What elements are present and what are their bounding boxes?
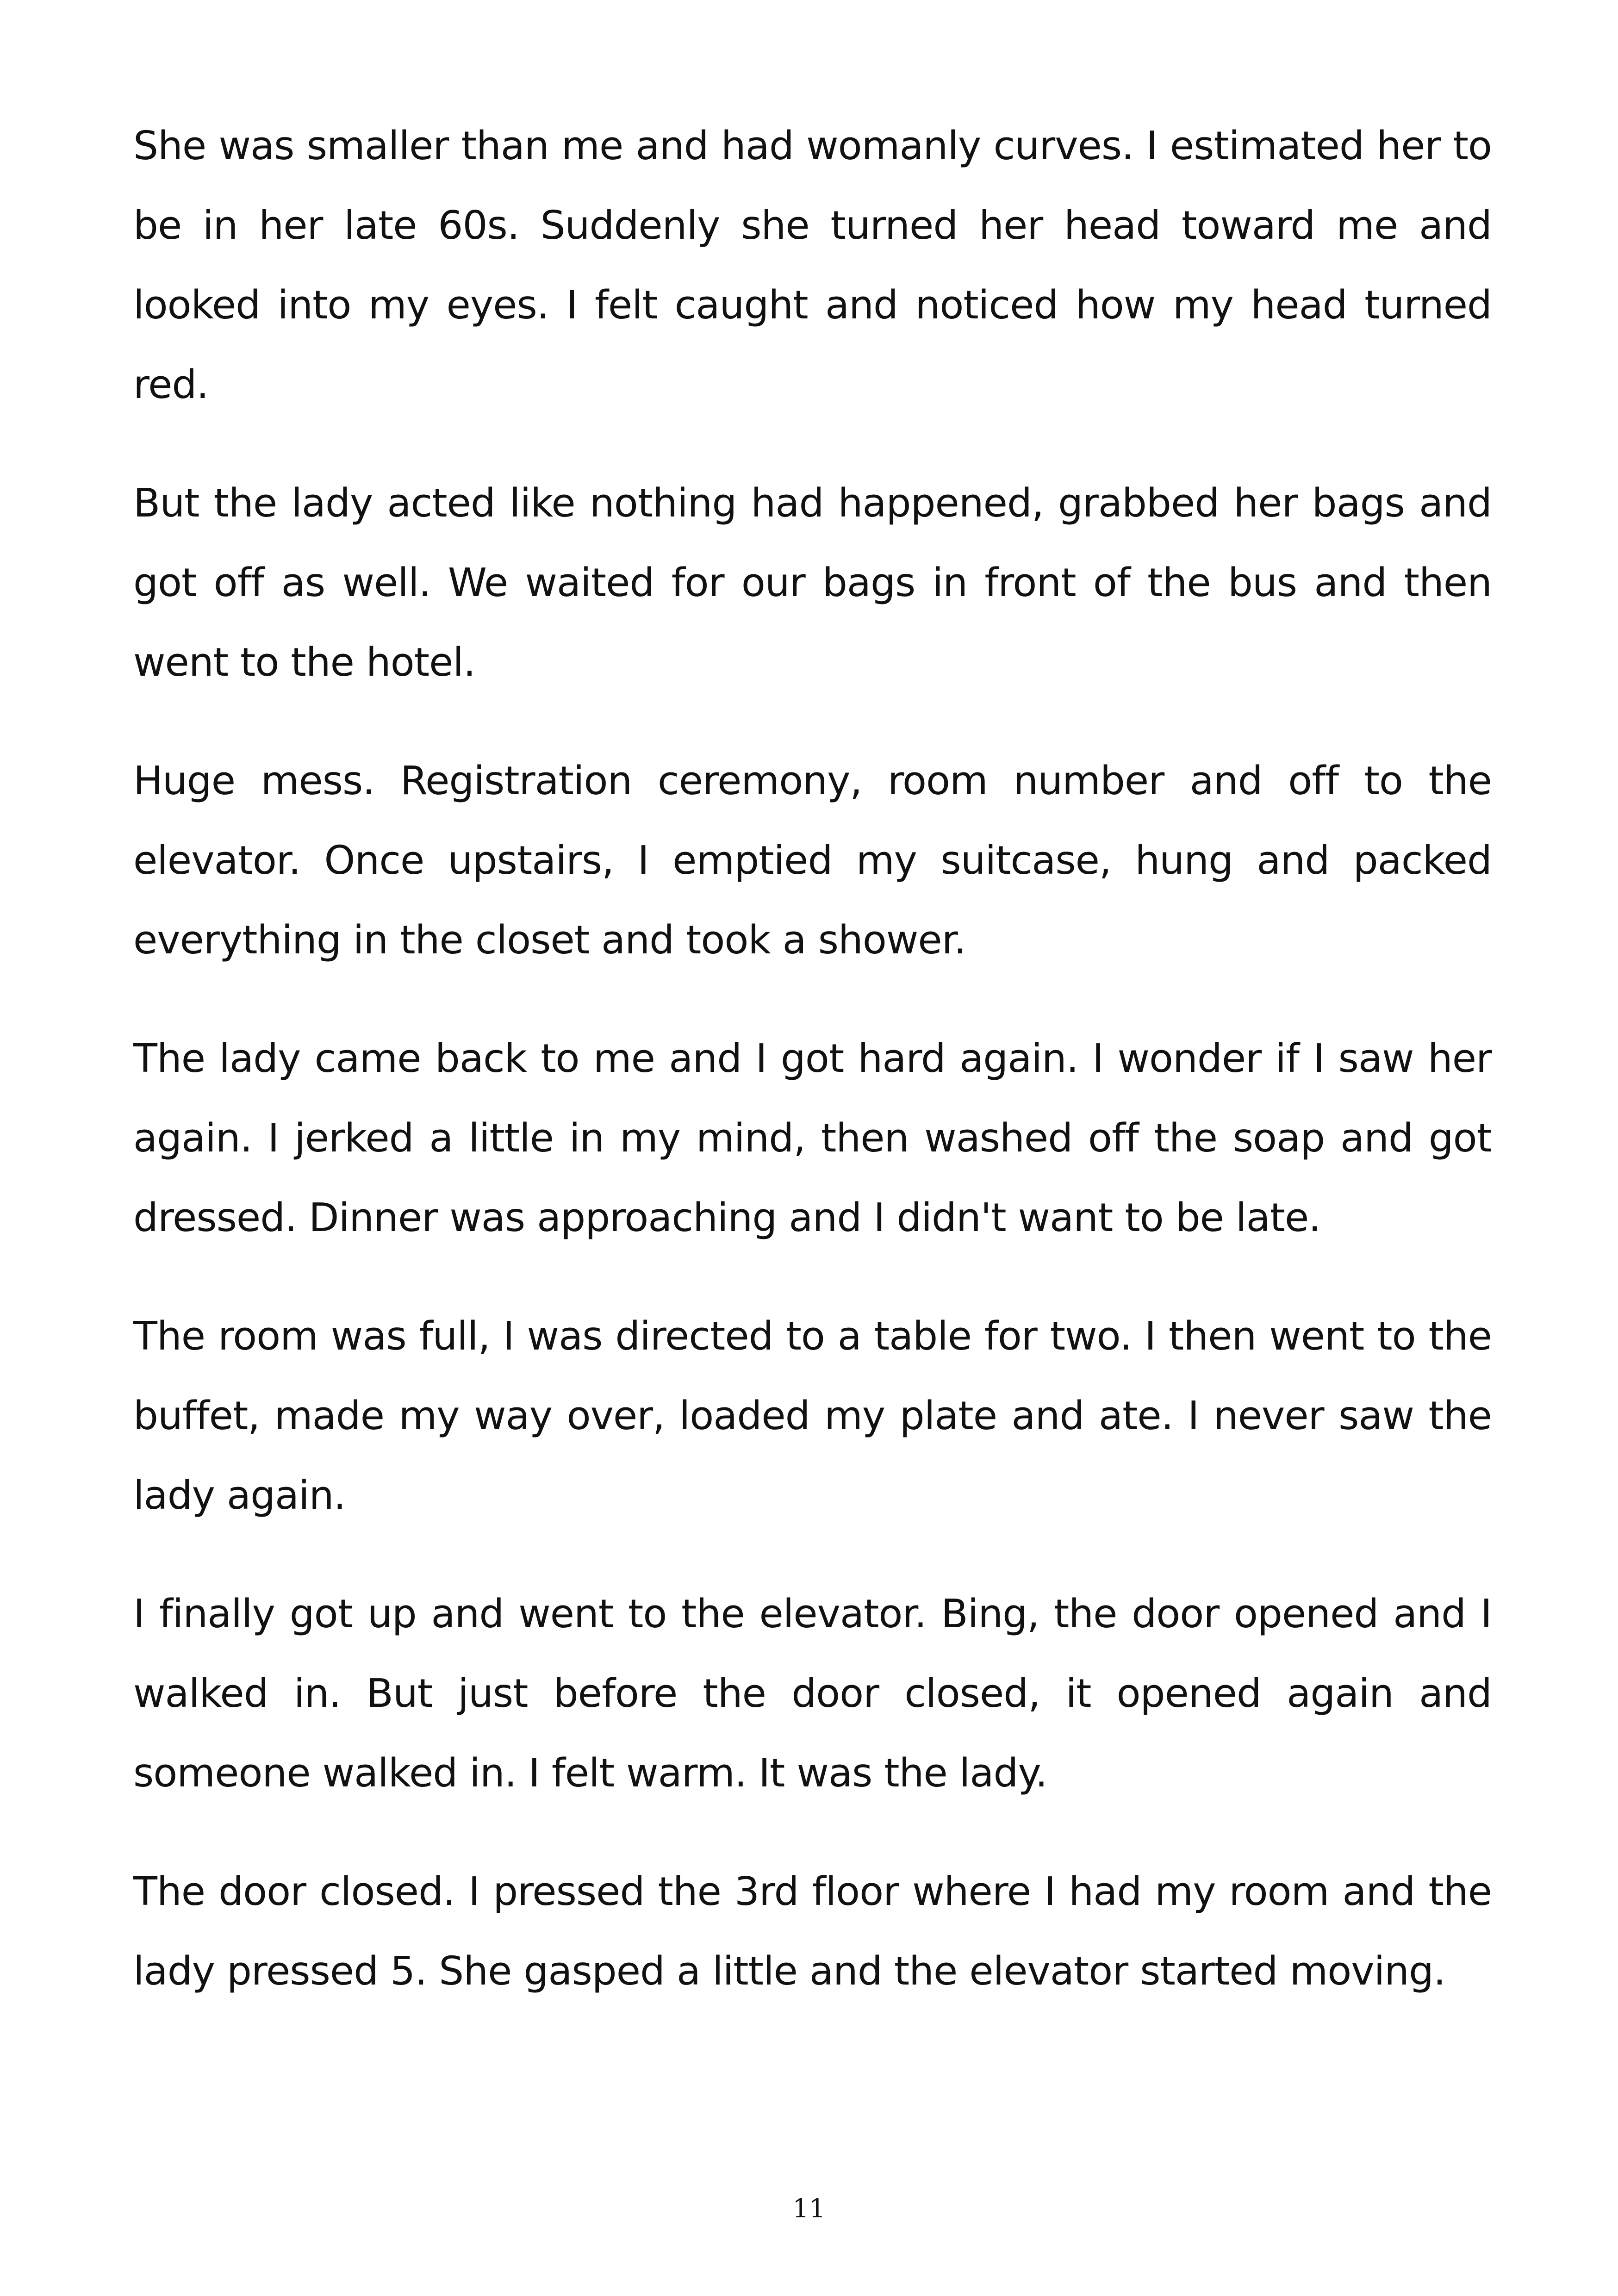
page-body xyxy=(133,106,1492,2050)
paragraph-1: She was smaller than me and had womanly curves. I estimated her to be in her late 60s. Suddenly she turned her head toward me and looked into my eyes. I felt caught and noticed how my head turned red. xyxy=(133,123,1492,408)
paragraph-6: I finally got up and went to the elevator. Bing, the door opened and I walked in. But just before the door closed, it opened again and someone walked in. I felt warm. It was the lady. xyxy=(133,1591,1492,1796)
paragraph-3: Huge mess. Registration ceremony, room number and off to the elevator. Once upstairs, I emptied my suitcase, hung and packed everything in the closet and took a shower. xyxy=(133,758,1492,963)
paragraph-2: But the lady acted like nothing had happened, grabbed her bags and got off as well. We waited for our bags in front of the bus and then went to the hotel. xyxy=(133,480,1492,685)
paragraph-5: The room was full, I was directed to a table for two. I then went to the buffet, made my way over, loaded my plate and ate. I never saw the lady again. xyxy=(133,1313,1492,1518)
paragraph-7: The door closed. I pressed the 3rd floor where I had my room and the lady pressed 5. She gasped a little and the elevator started moving. xyxy=(133,1869,1492,1994)
page-number: 11 xyxy=(792,2194,826,2224)
paragraph-4: The lady came back to me and I got hard again. I wonder if I saw her again. I jerked a little in my mind, then washed off the soap and got dressed. Dinner was approaching and I didn't want to be late. xyxy=(133,1036,1492,1241)
